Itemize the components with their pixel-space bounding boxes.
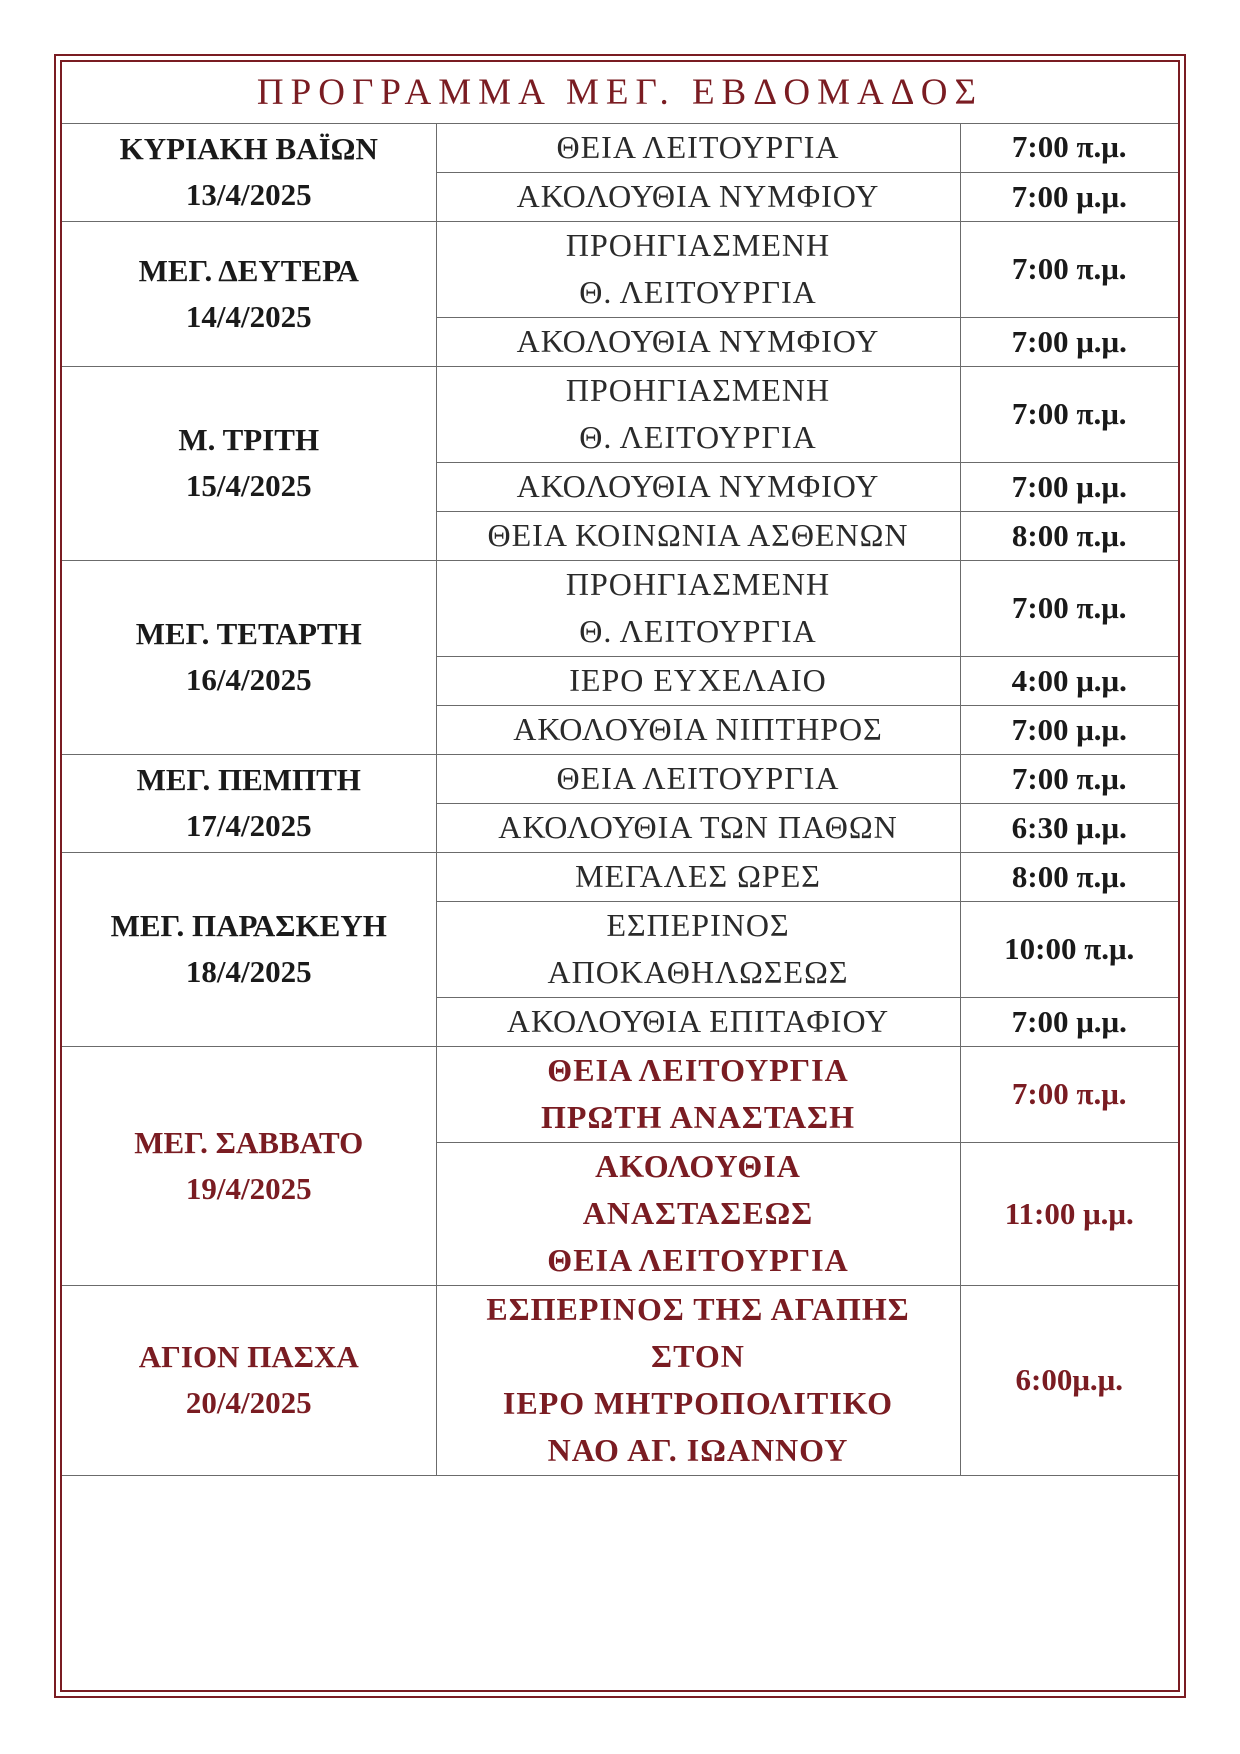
service-time: 7:00 π.μ. xyxy=(960,221,1178,317)
service-time: 4:00 μ.μ. xyxy=(960,656,1178,705)
service-name: ΠΡΟΗΓΙΑΣΜΕΝΗ xyxy=(565,372,831,408)
service-time: 7:00 μ.μ. xyxy=(960,462,1178,511)
schedule-row xyxy=(62,221,1178,317)
day-date: 20/4/2025 xyxy=(185,1385,312,1420)
day-cell xyxy=(62,123,436,221)
service-time: 7:00 π.μ. xyxy=(960,560,1178,656)
service-time: 7:00 π.μ. xyxy=(960,123,1178,172)
service-time: 8:00 π.μ. xyxy=(960,511,1178,560)
service-time: 10:00 π.μ. xyxy=(960,901,1178,997)
schedule-row xyxy=(62,123,1178,172)
service-time: 7:00 μ.μ. xyxy=(960,997,1178,1046)
day-date: 17/4/2025 xyxy=(185,808,312,843)
day-name: ΜΕΓ. ΠΕΜΠΤΗ xyxy=(136,762,361,797)
service-name: ΜΕΓΑΛΕΣ ΩΡΕΣ xyxy=(575,858,821,894)
service-name: ΑΚΟΛΟΥΘΙΑ ΝΥΜΦΙΟΥ xyxy=(516,468,880,504)
service-name: ΑΚΟΛΟΥΘΙΑ ΤΩΝ ΠΑΘΩΝ xyxy=(498,809,898,845)
day-cell xyxy=(62,560,436,754)
service-name: Θ. ΛΕΙΤΟΥΡΓΙΑ xyxy=(579,274,817,310)
service-name: ΘΕΙΑ ΛΕΙΤΟΥΡΓΙΑ xyxy=(547,1242,849,1278)
service-name: ΑΚΟΛΟΥΘΙΑ ΝΥΜΦΙΟΥ xyxy=(516,323,880,359)
day-cell xyxy=(62,1046,436,1285)
day-name: Μ. ΤΡΙΤΗ xyxy=(178,422,320,457)
service-cell xyxy=(436,462,960,511)
service-name: ΕΣΠΕΡΙΝΟΣ ΤΗΣ ΑΓΑΠΗΣ xyxy=(486,1291,910,1327)
day-date: 15/4/2025 xyxy=(185,468,312,503)
service-cell xyxy=(436,705,960,754)
service-cell xyxy=(436,221,960,317)
service-name: ΘΕΙΑ ΚΟΙΝΩΝΙΑ ΑΣΘΕΝΩΝ xyxy=(487,517,909,553)
service-name: ΠΡΟΗΓΙΑΣΜΕΝΗ xyxy=(565,566,831,602)
service-name: ΕΣΠΕΡΙΝΟΣ xyxy=(606,907,790,943)
service-name: ΣΤΟΝ xyxy=(651,1338,745,1374)
schedule-row xyxy=(62,560,1178,656)
schedule-row xyxy=(62,1285,1178,1475)
service-cell xyxy=(436,901,960,997)
day-name: ΜΕΓ. ΤΕΤΑΡΤΗ xyxy=(135,616,362,651)
day-name: ΜΕΓ. ΣΑΒΒΑΤΟ xyxy=(134,1124,364,1160)
service-cell xyxy=(436,366,960,462)
service-cell xyxy=(436,172,960,221)
service-cell xyxy=(436,852,960,901)
service-cell xyxy=(436,1046,960,1142)
schedule-row xyxy=(62,366,1178,462)
service-cell xyxy=(436,1285,960,1475)
service-cell xyxy=(436,1142,960,1285)
day-date: 19/4/2025 xyxy=(185,1170,312,1206)
day-name: ΜΕΓ. ΔΕΥΤΕΡΑ xyxy=(138,252,359,288)
service-name: ΘΕΙΑ ΛΕΙΤΟΥΡΓΙΑ xyxy=(547,1052,849,1088)
schedule-row xyxy=(62,754,1178,803)
service-name: Θ. ΛΕΙΤΟΥΡΓΙΑ xyxy=(579,419,817,455)
service-name: ΙΕΡΟ ΜΗΤΡΟΠΟΛΙΤΙΚΟ xyxy=(502,1385,894,1421)
service-name: ΘΕΙΑ ΛΕΙΤΟΥΡΓΙΑ xyxy=(556,128,840,165)
day-date: 14/4/2025 xyxy=(185,298,312,334)
service-time: 7:00 μ.μ. xyxy=(960,317,1178,366)
service-time: 7:00 π.μ. xyxy=(960,754,1178,803)
service-time: 6:00μ.μ. xyxy=(960,1285,1178,1475)
service-time: 7:00 π.μ. xyxy=(960,1046,1178,1142)
day-name: ΑΓΙΟΝ ΠΑΣΧΑ xyxy=(138,1339,359,1374)
day-date: 13/4/2025 xyxy=(185,176,312,212)
service-time: 8:00 π.μ. xyxy=(960,852,1178,901)
service-cell xyxy=(436,754,960,803)
schedule-body xyxy=(62,123,1178,1475)
day-cell xyxy=(62,366,436,560)
service-name: ΘΕΙΑ ΛΕΙΤΟΥΡΓΙΑ xyxy=(556,760,840,796)
day-cell xyxy=(62,221,436,366)
service-name: ΑΚΟΛΟΥΘΙΑ ΝΥΜΦΙΟΥ xyxy=(516,178,880,214)
service-name: ΑΚΟΛΟΥΘΙΑ ΝΙΠΤΗΡΟΣ xyxy=(513,711,883,747)
schedule-row xyxy=(62,1046,1178,1142)
service-name: ΠΡΩΤΗ ΑΝΑΣΤΑΣΗ xyxy=(541,1099,855,1135)
service-time: 6:30 μ.μ. xyxy=(960,803,1178,852)
service-cell xyxy=(436,560,960,656)
service-cell xyxy=(436,123,960,172)
schedule-row xyxy=(62,852,1178,901)
service-name: ΑΚΟΛΟΥΘΙΑ xyxy=(595,1148,801,1184)
day-cell xyxy=(62,1285,436,1475)
day-cell xyxy=(62,754,436,852)
service-time: 11:00 μ.μ. xyxy=(960,1142,1178,1285)
service-time: 7:00 μ.μ. xyxy=(960,172,1178,221)
service-cell xyxy=(436,997,960,1046)
service-cell xyxy=(436,803,960,852)
day-name: ΜΕΓ. ΠΑΡΑΣΚΕΥΗ xyxy=(110,908,387,943)
service-name: ΑΚΟΛΟΥΘΙΑ ΕΠΙΤΑΦΙΟΥ xyxy=(506,1003,890,1039)
service-name: Θ. ΛΕΙΤΟΥΡΓΙΑ xyxy=(579,613,817,649)
service-time: 7:00 μ.μ. xyxy=(960,705,1178,754)
service-name: ΝΑΟ ΑΓ. ΙΩΑΝΝΟΥ xyxy=(547,1432,849,1468)
service-cell xyxy=(436,656,960,705)
service-name: ΙΕΡΟ ΕΥΧΕΛΑΙΟ xyxy=(569,662,827,698)
service-name: ΑΠΟΚΑΘΗΛΩΣΕΩΣ xyxy=(547,954,849,990)
service-time: 7:00 π.μ. xyxy=(960,366,1178,462)
page-title: ΠΡΟΓΡΑΜΜΑ ΜΕΓ. ΕΒΔΟΜΑΔΟΣ xyxy=(62,62,1178,124)
day-name: ΚΥΡΙΑΚΗ ΒΑΪΩΝ xyxy=(119,130,378,166)
service-name: ΑΝΑΣΤΑΣΕΩΣ xyxy=(582,1195,814,1231)
service-cell xyxy=(436,317,960,366)
service-name: ΠΡΟΗΓΙΑΣΜΕΝΗ xyxy=(565,227,831,263)
day-cell xyxy=(62,852,436,1046)
schedule-table xyxy=(62,123,1178,1476)
day-date: 18/4/2025 xyxy=(185,954,312,989)
service-cell xyxy=(436,511,960,560)
day-date: 16/4/2025 xyxy=(185,662,312,697)
